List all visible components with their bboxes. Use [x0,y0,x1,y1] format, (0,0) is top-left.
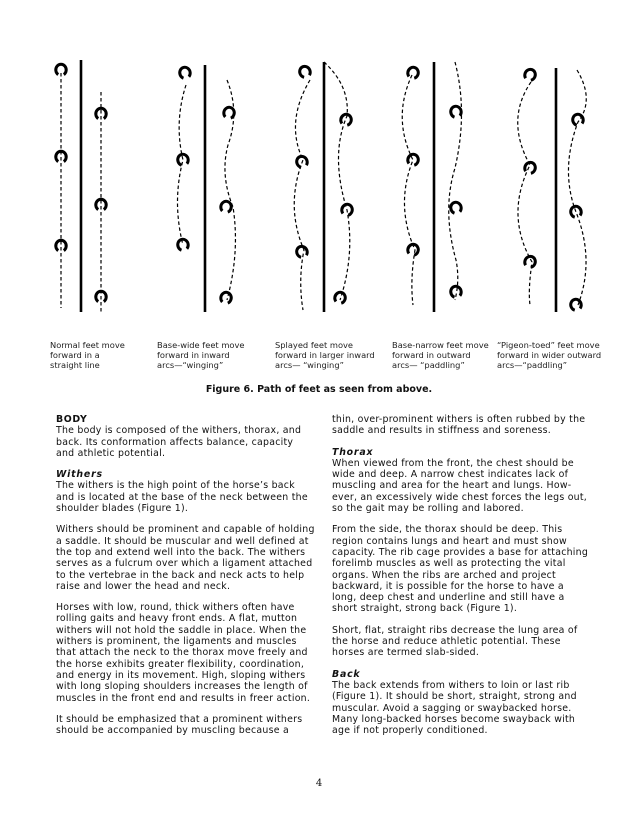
right-column [332,414,594,746]
foot-path [568,70,586,305]
caption-line: forward in larger inward [275,350,375,360]
text-line: When viewed from the front, the chest should be [332,457,574,469]
hoof-print-icon [571,113,584,126]
withers-paragraph [56,714,318,737]
text-line: saddle and results in stiffness and soreness. [332,425,552,437]
caption-normal [50,340,125,370]
text-line: to the vertebrae in the back and neck acts to help [56,569,305,581]
caption-line: arcs—“paddling” [497,360,568,370]
thorax-section [332,447,594,515]
withers-continued-paragraph [332,414,594,437]
caption-line: Normal feet move [50,340,125,350]
caption-line: Splayed feet move [275,340,354,350]
hoof-print-icon [523,255,537,268]
hoof-print-icon [523,161,537,174]
hoof-print-icon [220,200,232,212]
hoof-print-icon [295,245,309,258]
text-line: backward, it is possible for the horse to have a [332,580,564,592]
text-line: raise and lower the head and neck. [56,580,231,592]
foot-path [294,80,310,310]
caption-line: forward in wider outward [497,350,602,360]
text-line: Horses with low, round, thick withers often have [56,602,295,614]
text-line: muscular. Avoid a sagging or swaybacked horse. [332,702,572,714]
text-line: Withers should be prominent and capable of holding [56,524,315,536]
text-line: short straight, strong back (Figure 1). [332,603,518,615]
text-line: the horse exhibits greater flexibility, coordination, [56,658,305,670]
text-line: that attach the neck to the thorax move freely and [56,647,308,659]
caption-line: forward in outward [392,350,471,360]
page-number: 4 [315,778,323,789]
hoof-print-icon [407,153,420,166]
hoof-print-icon [220,291,232,303]
caption-line: arcs—“winging” [157,360,224,370]
hoof-print-icon [223,106,235,118]
withers-paragraph [56,602,318,704]
hoof-print-icon [523,68,537,81]
text-line: the horse and reduce athletic potential. These [332,636,561,648]
text-line: and is located at the base of the neck between the [56,491,308,503]
text-line: capacity. The rib cage provides a base for attaching [332,546,589,558]
text-line: withers will not hold the saddle in place. When the [56,624,307,636]
text-line: so the gait may be rolling and labored. [332,503,524,515]
hoof-print-shape [220,291,232,303]
text-line: muscles in the front end and results in freer action. [56,692,311,704]
hoof-print-shape [340,113,353,126]
hoof-print-shape [334,291,347,304]
text-line: serves as a fulcrum over which a ligament attached [56,558,313,570]
text-line: It should be emphasized that a prominent withers [56,713,303,725]
foot-path [402,75,415,305]
back-section [332,669,594,737]
hoof-print-icon [449,105,462,118]
caption-line: Base-wide feet move [157,340,245,350]
caption-pigeon-toed [497,340,601,370]
hoof-print-icon [407,243,420,256]
hoof-print-shape [178,66,191,79]
caption-base-wide [157,340,245,370]
foot-path [449,62,462,300]
hoof-print-icon [176,238,189,251]
text-line: forelimb muscles as well as protecting the vital [332,558,566,570]
caption-line: arcs— “winging” [275,360,344,370]
hoof-print-shape [449,201,462,214]
thorax-paragraph [332,625,594,659]
text-line: rolling gaits and heavy front ends. A flat, mutton [56,613,298,625]
caption-splayed [275,340,375,370]
text-line: a saddle. It should be muscular and well defined at [56,535,309,547]
text-line: The body is composed of the withers, thorax, and [56,425,302,437]
text-line: the top and extend well into the back. The withers [56,546,306,558]
body-section [56,414,318,459]
hoof-print-icon [178,66,191,79]
text-line: shoulder blades (Figure 1). [56,503,189,515]
text-line: withers is prominent, the ligaments and muscles [56,636,297,648]
text-line: The back extends from withers to loin or last rib [332,679,570,691]
text-line: thin, over-prominent withers is often rubbed by the [332,414,586,425]
text-line: should be accompanied by muscling because a [56,725,289,737]
hoof-print-icon [334,291,347,304]
hoof-print-shape [407,153,420,166]
text-line: Many long-backed horses become swayback with [332,713,576,725]
thorax-heading: Thorax [332,446,374,458]
caption-line: Base-narrow feet move [392,340,489,350]
hoof-print-shape [223,106,235,118]
foot-path [518,82,532,305]
hoof-print-shape [523,68,537,81]
hoof-print-icon [340,113,353,126]
hoof-print-shape [523,161,537,174]
feet-path-figure [0,0,638,340]
text-line: and energy in its movement. High, sloping withers [56,669,306,681]
hoof-print-shape [176,238,189,251]
text-line: horses are termed slab-sided. [332,647,480,659]
hoof-print-shape [407,66,420,79]
caption-line: arcs— “paddling” [392,360,465,370]
text-line: From the side, the thorax should be deep. This [332,524,563,536]
left-column [56,414,318,746]
text-line: region contains lungs and heart and must show [332,535,567,547]
hoof-print-icon [569,298,582,311]
figure-title: Figure 6. Path of feet as seen from above. [205,384,433,395]
hoof-print-shape [298,65,312,78]
hoof-print-icon [298,65,312,78]
hoof-print-icon [407,66,420,79]
caption-line: straight line [50,360,100,370]
caption-base-narrow [392,340,489,370]
caption-line: forward in a [50,350,100,360]
text-line: with long sloping shoulders increases the length of [56,681,308,693]
hoof-print-shape [523,255,537,268]
back-heading: Back [332,668,361,680]
text-line: long, deep chest and underline and still have a [332,592,565,604]
caption-line: forward in inward [157,350,230,360]
text-line: and athletic potential. [56,447,166,459]
withers-paragraph [56,524,318,592]
hoof-print-shape [220,200,232,212]
text-line: back. Its conformation affects balance, capacity [56,436,294,448]
text-line: muscling and area for the heart and lungs. How- [332,480,572,492]
text-line: (Figure 1). It should be short, straight, strong and [332,691,577,703]
foot-path [324,62,350,300]
hoof-print-shape [295,245,309,258]
text-line: age if not properly conditioned. [332,725,488,737]
hoof-print-shape [407,243,420,256]
hoof-print-shape [569,298,582,311]
text-line: Short, flat, straight ribs decrease the lung area of [332,624,578,636]
body-heading: BODY [56,414,88,425]
caption-line: “Pigeon-toed” feet move [497,340,600,350]
text-line: organs. When the ribs are arched and project [332,569,556,581]
withers-heading: Withers [56,469,103,481]
withers-section [56,469,318,514]
thorax-paragraph [332,524,594,614]
hoof-print-icon [449,201,462,214]
text-line: ever, an excessively wide chest forces the legs out, [332,491,588,503]
text-line: The withers is the high point of the horse’s back [56,480,295,492]
text-line: wide and deep. A narrow chest indicates lack of [332,469,569,481]
hoof-print-shape [449,105,462,118]
hoof-print-shape [571,113,584,126]
